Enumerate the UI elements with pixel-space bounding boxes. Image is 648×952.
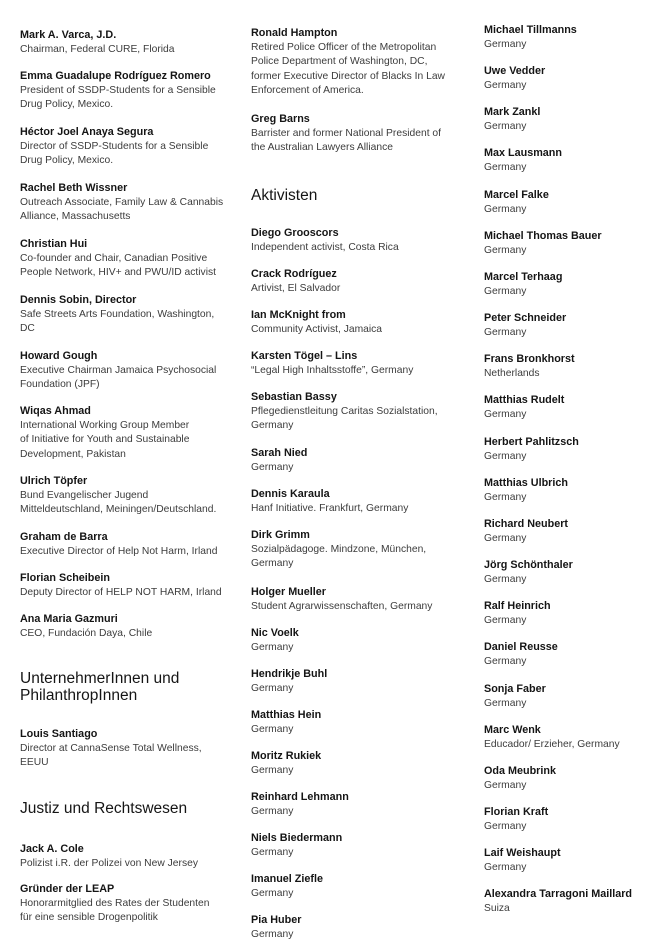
- person-name: Ian McKnight from: [251, 309, 346, 321]
- list-item: [484, 805, 644, 834]
- list-item: [484, 846, 644, 875]
- list-item: [251, 528, 473, 572]
- person-name: Alexandra Tarragoni Maillard: [484, 888, 632, 900]
- person-name: Ralf Heinrich: [484, 600, 551, 612]
- list-item: [251, 446, 473, 475]
- person-description: Germany: [251, 682, 294, 694]
- person-name: Michael Tillmanns: [484, 24, 577, 36]
- person-name: Greg Barns: [251, 113, 310, 125]
- person-description: Director at CannaSense Total Wellness, EEUU: [20, 742, 202, 769]
- person-name: Moritz Rukiek: [251, 750, 322, 762]
- person-name: Florian Scheibein: [20, 572, 110, 584]
- person-description: Germany: [251, 846, 294, 858]
- list-item: [20, 474, 242, 518]
- list-item: [20, 349, 242, 393]
- list-item: [251, 831, 473, 860]
- person-description: Suiza: [484, 902, 510, 914]
- list-item: [484, 723, 644, 752]
- list-item: [484, 311, 644, 340]
- list-item: [20, 882, 242, 926]
- person-description: Deputy Director of HELP NOT HARM, Irland: [20, 586, 222, 598]
- person-description: Germany: [484, 203, 527, 215]
- list-item: [20, 842, 242, 871]
- person-name: Laif Weishaupt: [484, 847, 561, 859]
- list-item: [484, 558, 644, 587]
- list-item: [251, 390, 473, 434]
- list-item: [20, 69, 242, 113]
- list-item: [20, 727, 242, 771]
- list-item: [484, 435, 644, 464]
- list-item: [20, 28, 242, 57]
- list-item: [20, 404, 242, 462]
- list-item: [251, 872, 473, 901]
- person-name: Gründer der LEAP: [20, 883, 115, 895]
- person-name: Herbert Pahlitzsch: [484, 436, 579, 448]
- list-item: [484, 64, 644, 93]
- list-item: [484, 517, 644, 546]
- person-name: Matthias Rudelt: [484, 394, 565, 406]
- person-name: Oda Meubrink: [484, 765, 556, 777]
- person-description: Germany: [251, 887, 294, 899]
- list-item: [251, 267, 473, 296]
- person-description: Artivist, El Salvador: [251, 282, 341, 294]
- person-name: Graham de Barra: [20, 531, 108, 543]
- person-description: Retired Police Officer of the Metropolitan Police Department of Washington, DC, former Executive Director of Blacks In Law Enforcement of America.: [251, 41, 445, 97]
- person-description: Polizist i.R. der Polizei von New Jersey: [20, 857, 198, 869]
- person-name: Daniel Reusse: [484, 641, 558, 653]
- person-name: Max Lausmann: [484, 147, 562, 159]
- person-name: Ana Maria Gazmuri: [20, 613, 118, 625]
- person-description: Germany: [251, 805, 294, 817]
- list-item: [251, 749, 473, 778]
- person-description: Community Activist, Jamaica: [251, 323, 383, 335]
- person-name: Michael Thomas Bauer: [484, 230, 602, 242]
- person-name: Diego Grooscors: [251, 227, 339, 239]
- list-item: [20, 293, 242, 337]
- person-name: Hendrikje Buhl: [251, 668, 328, 680]
- person-name: Dirk Grimm: [251, 529, 310, 541]
- list-item: [251, 26, 473, 99]
- section-heading-justice: Justiz und Rechtswesen: [20, 800, 188, 817]
- list-item: [484, 188, 644, 217]
- person-description: CEO, Fundación Daya, Chile: [20, 627, 153, 639]
- person-description: Germany: [251, 928, 294, 940]
- person-description: Germany: [484, 573, 527, 585]
- person-name: Richard Neubert: [484, 518, 568, 530]
- person-description: Netherlands: [484, 367, 540, 379]
- person-name: Ronald Hampton: [251, 27, 338, 39]
- person-description: Germany: [251, 764, 294, 776]
- person-description: Germany: [484, 120, 527, 132]
- person-name: Pia Huber: [251, 914, 302, 926]
- person-name: Mark A. Varca, J.D.: [20, 29, 117, 41]
- list-item: [20, 181, 242, 225]
- person-name: Emma Guadalupe Rodríguez Romero: [20, 70, 211, 82]
- person-name: Imanuel Ziefle: [251, 873, 323, 885]
- person-description: Germany: [484, 532, 527, 544]
- person-name: Héctor Joel Anaya Segura: [20, 126, 154, 138]
- person-description: Executive Chairman Jamaica Psychosocial Foundation (JPF): [20, 364, 217, 391]
- person-name: Uwe Vedder: [484, 65, 546, 77]
- list-item: [251, 226, 473, 255]
- list-item: [484, 682, 644, 711]
- list-item: [484, 640, 644, 669]
- list-item: [20, 125, 242, 169]
- person-description: Pflegedienstleitung Caritas Sozialstation, Germany: [251, 405, 438, 432]
- list-item: [484, 352, 644, 381]
- person-description: Germany: [484, 326, 527, 338]
- person-name: Nic Voelk: [251, 627, 299, 639]
- person-name: Peter Schneider: [484, 312, 567, 324]
- person-description: Germany: [484, 491, 527, 503]
- person-description: Hanf Initiative. Frankfurt, Germany: [251, 502, 409, 514]
- person-name: Wiqas Ahmad: [20, 405, 91, 417]
- person-description: Student Agrarwissenschaften, Germany: [251, 600, 433, 612]
- person-description: Germany: [484, 779, 527, 791]
- list-item: [251, 667, 473, 696]
- person-name: Louis Santiago: [20, 728, 98, 740]
- list-item: [484, 105, 644, 134]
- person-name: Marcel Terhaag: [484, 271, 563, 283]
- person-description: Germany: [484, 697, 527, 709]
- person-description: Germany: [484, 285, 527, 297]
- person-description: Sozialpädagoge. Mindzone, München, Germany: [251, 543, 427, 570]
- person-description: Germany: [484, 244, 527, 256]
- person-description: Barrister and former National President of the Australian Lawyers Alliance: [251, 127, 442, 154]
- person-description: Germany: [484, 79, 527, 91]
- list-item: [251, 585, 473, 614]
- list-item: [484, 23, 644, 52]
- person-name: Marcel Falke: [484, 189, 549, 201]
- list-item: [484, 887, 644, 916]
- person-name: Dennis Karaula: [251, 488, 330, 500]
- person-name: Mark Zankl: [484, 106, 541, 118]
- person-description: Outreach Associate, Family Law & Cannabis Alliance, Massachusetts: [20, 196, 224, 223]
- person-description: Co-founder and Chair, Canadian Positive People Network, HIV+ and PWU/ID activist: [20, 252, 216, 279]
- person-description: Germany: [251, 641, 294, 653]
- list-item: [20, 530, 242, 559]
- person-description: Germany: [251, 723, 294, 735]
- list-item: [484, 229, 644, 258]
- person-name: Ulrich Töpfer: [20, 475, 88, 487]
- person-description: Director of SSDP-Students for a Sensible Drug Policy, Mexico.: [20, 140, 209, 167]
- person-name: Christian Hui: [20, 238, 88, 250]
- person-name: Marc Wenk: [484, 724, 541, 736]
- person-description: Germany: [484, 820, 527, 832]
- person-name: Sonja Faber: [484, 683, 546, 695]
- person-description: Germany: [484, 614, 527, 626]
- list-item: [484, 599, 644, 628]
- list-item: [251, 112, 473, 156]
- person-description: Honorarmitglied des Rates der Studenten für eine sensible Drogenpolitik: [20, 897, 210, 924]
- person-name: Frans Bronkhorst: [484, 353, 575, 365]
- person-name: Matthias Hein: [251, 709, 322, 721]
- list-item: [251, 790, 473, 819]
- list-item: [20, 237, 242, 281]
- person-description: President of SSDP-Students for a Sensible Drug Policy, Mexico.: [20, 84, 216, 111]
- person-name: Dennis Sobin, Director: [20, 294, 137, 306]
- section-heading-business: UnternehmerInnen und PhilanthropInnen: [20, 670, 180, 704]
- person-name: Crack Rodríguez: [251, 268, 337, 280]
- person-description: Germany: [484, 450, 527, 462]
- list-item: [484, 270, 644, 299]
- person-description: Germany: [484, 861, 527, 873]
- person-name: Jack A. Cole: [20, 843, 84, 855]
- list-item: [20, 571, 242, 600]
- person-name: Matthias Ulbrich: [484, 477, 568, 489]
- person-description: Educador/ Erzieher, Germany: [484, 738, 620, 750]
- list-item: [251, 708, 473, 737]
- person-name: Holger Mueller: [251, 586, 326, 598]
- person-description: “Legal High Inhaltsstoffe”, Germany: [251, 364, 414, 376]
- list-item: [251, 308, 473, 337]
- person-description: Germany: [484, 38, 527, 50]
- list-item: [20, 612, 242, 641]
- person-name: Niels Biedermann: [251, 832, 343, 844]
- person-name: Karsten Tögel – Lins: [251, 350, 358, 362]
- person-description: Germany: [484, 655, 527, 667]
- section-heading-activists: Aktivisten: [251, 187, 318, 204]
- person-name: Florian Kraft: [484, 806, 549, 818]
- list-item: [484, 146, 644, 175]
- list-item: [251, 913, 473, 942]
- list-item: [484, 476, 644, 505]
- person-description: Safe Streets Arts Foundation, Washington, DC: [20, 308, 215, 335]
- person-description: Independent activist, Costa Rica: [251, 241, 399, 253]
- person-name: Jörg Schönthaler: [484, 559, 573, 571]
- person-description: International Working Group Member of Initiative for Youth and Sustainable Development, Pakistan: [20, 419, 190, 460]
- list-item: [484, 393, 644, 422]
- person-name: Rachel Beth Wissner: [20, 182, 128, 194]
- list-item: [251, 487, 473, 516]
- list-item: [251, 349, 473, 378]
- person-description: Germany: [484, 408, 527, 420]
- list-item: [484, 764, 644, 793]
- list-item: [251, 626, 473, 655]
- person-description: Germany: [484, 161, 527, 173]
- person-description: Executive Director of Help Not Harm, Irland: [20, 545, 218, 557]
- person-description: Chairman, Federal CURE, Florida: [20, 43, 175, 55]
- person-description: Germany: [251, 461, 294, 473]
- person-name: Reinhard Lehmann: [251, 791, 349, 803]
- person-name: Sarah Nied: [251, 447, 308, 459]
- person-description: Bund Evangelischer Jugend Mitteldeutschland, Meiningen/Deutschland.: [20, 489, 217, 516]
- person-name: Howard Gough: [20, 350, 98, 362]
- person-name: Sebastian Bassy: [251, 391, 337, 403]
